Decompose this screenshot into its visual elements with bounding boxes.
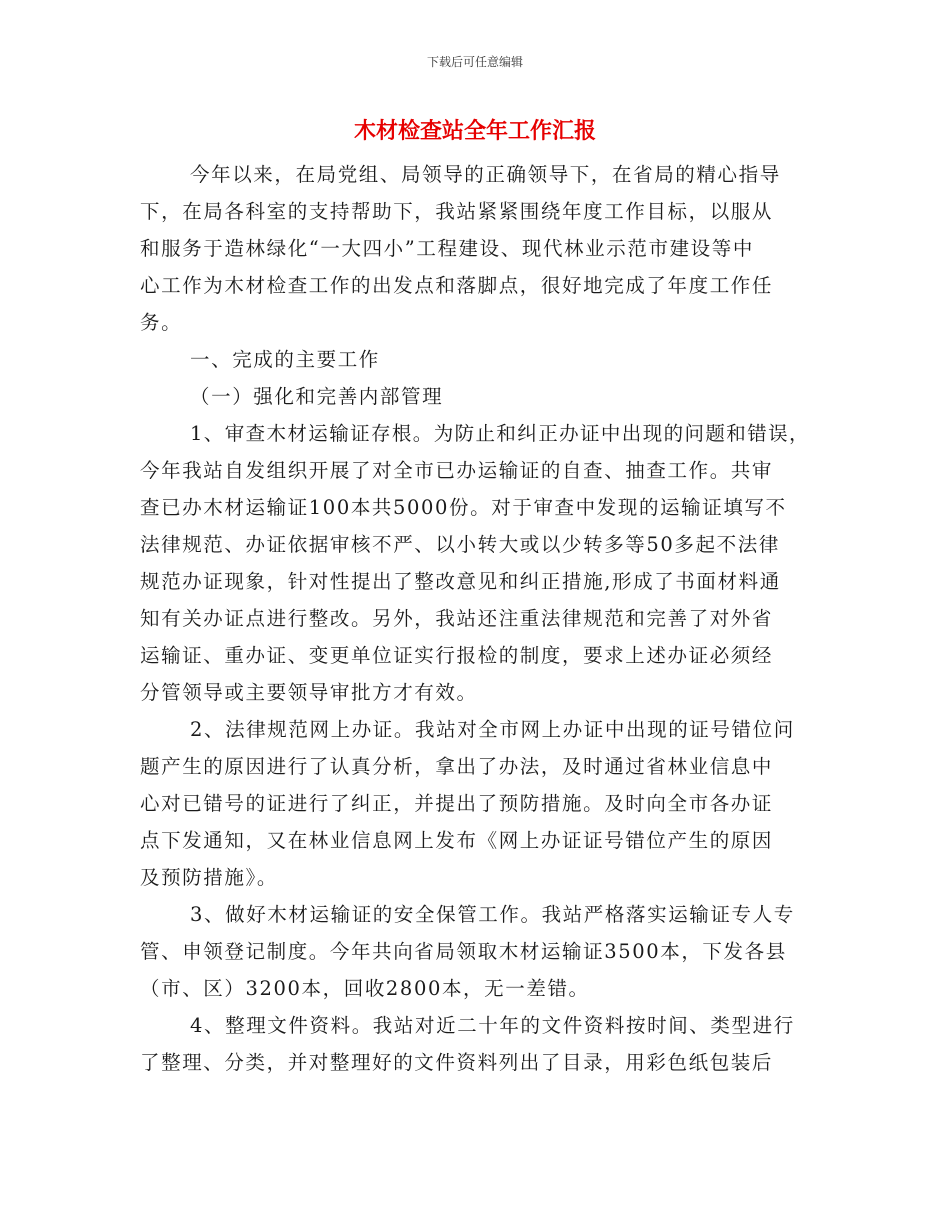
body-line: （市、区）3200本，回收2800本，无一差错。 [140,977,590,1000]
body-line: 3、做好木材运输证的安全保管工作。我站严格落实运输证专人专 [190,903,795,926]
body-line: 和服务于造林绿化“一大四小”工程建设、现代林业示范市建设等中 [140,237,754,260]
document-title: 木材检查站全年工作汇报 [353,118,596,144]
header-note: 下载后可任意编辑 [426,55,523,69]
subsection-heading: （一）强化和完善内部管理 [190,385,444,408]
body-line: 心对已错号的证进行了纠正，并提出了预防措施。及时向全市各办证 [140,792,774,815]
body-line: 管、申领登记制度。今年共向省局领取木材运输证3500本，下发各县 [140,940,787,963]
body-line: 今年我站自发组织开展了对全市已办运输证的自查、抽查工作。共审 [140,459,774,482]
section-heading: 一、完成的主要工作 [190,348,380,371]
body-line: 今年以来，在局党组、局领导的正确领导下，在省局的精心指导 [190,163,781,186]
body-line: 下，在局各科室的支持帮助下，我站紧紧围绕年度工作目标，以服从 [140,200,774,223]
body-line: 4、整理文件资料。我站对近二十年的文件资料按时间、类型进行 [190,1014,795,1037]
body-line: 规范办证现象，针对性提出了整改意见和纠正措施,形成了书面材料通 [140,570,781,593]
body-line: 心工作为木材检查工作的出发点和落脚点，很好地完成了年度工作任 [140,274,774,297]
body-line: 查已办木材运输证100本共5000份。对于审查中发现的运输证填写不 [140,496,787,519]
body-line: 题产生的原因进行了认真分析，拿出了办法，及时通过省林业信息中 [140,755,774,778]
body-line: 务。 [140,311,183,334]
body-line: 运输证、重办证、变更单位证实行报检的制度，要求上述办证必须经 [140,644,774,667]
body-line: 2、法律规范网上办证。我站对全市网上办证中出现的证号错位问 [190,718,795,741]
body-line: 法律规范、办证依据审核不严、以小转大或以少转多等50多起不法律 [140,533,780,556]
body-line: 分管领导或主要领导审批方才有效。 [140,681,478,704]
body-line: 了整理、分类，并对整理好的文件资料列出了目录，用彩色纸包装后 [140,1051,774,1074]
body-line: 点下发通知，又在林业信息网上发布《网上办证证号错位产生的原因 [140,829,774,852]
body-line: 1、审查木材运输证存根。为防止和纠正办证中出现的问题和错误， [190,422,810,445]
body-line: 知有关办证点进行整改。另外，我站还注重法律规范和完善了对外省 [140,607,774,630]
body-line: 及预防措施》。 [140,866,278,889]
